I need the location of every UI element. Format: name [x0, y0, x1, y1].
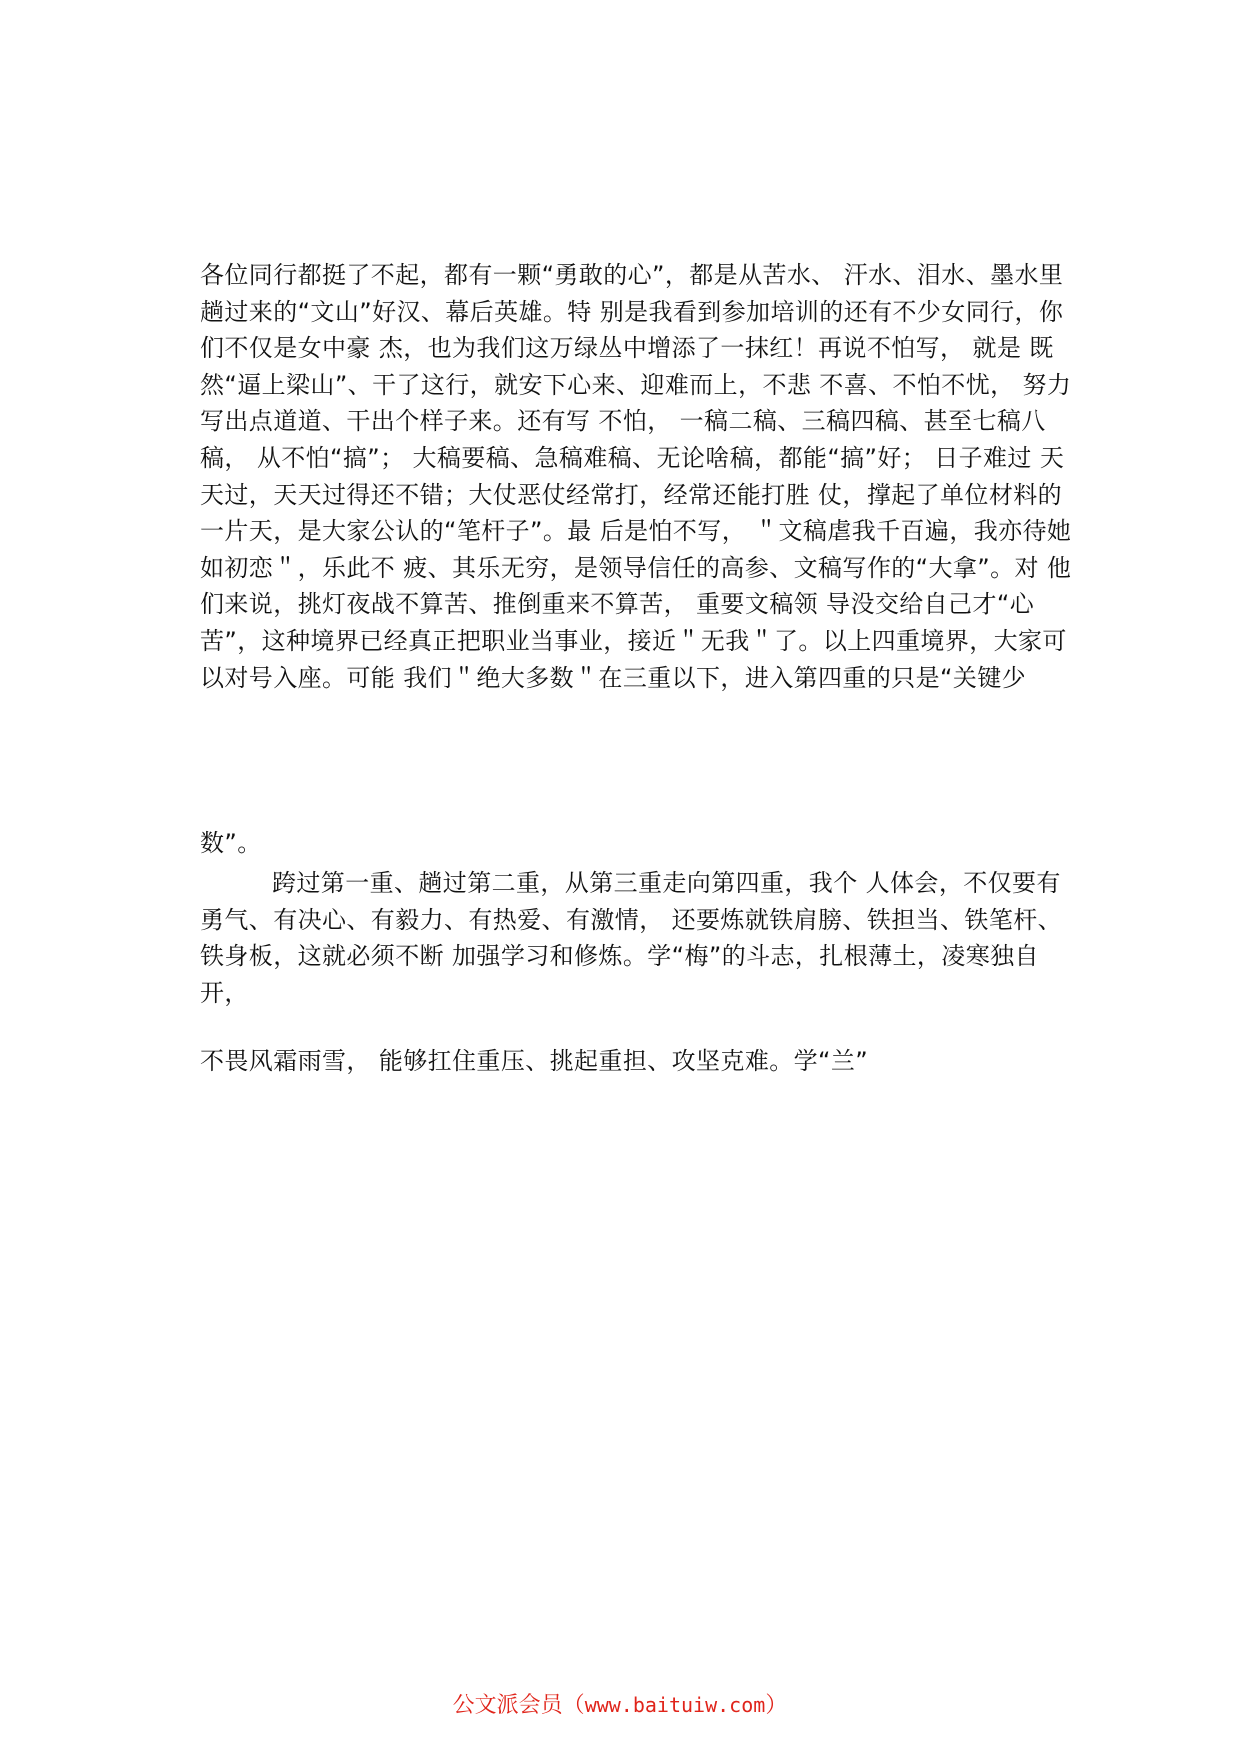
body-paragraph-1: 各位同行都挺了不起，都有一颗“勇敢的心”，都是从苦水、 汗水、泪水、墨水里趟过来的“文山”好汉、幕后英雄。特 别是我看到参加培训的还有不少女同行，你们不仅是女中豪 杰，也为我们这万绿丛中增添了一抹红！再说不怕写， 就是 既然“逼上梁山”、干了这行，就安下心来、迎难而上，不悲 不喜、不怕不忧， 努力写出点道道、干出个样子来。还有写 不怕， 一稿二稿、三稿四稿、甚至七稿八稿， 从不怕“搞”； 大稿要稿、急稿难稿、无论啥稿，都能“搞”好； 日子难过 天天过，天天过得还不错；大仗恶仗经常打，经常还能打胜 仗，撑起了单位材料的一片天，是大家公认的“笔杆子”。最 后是怕不写， ＂文稿虐我千百遍，我亦待她如初恋＂，乐此不 疲、其乐无穷，是领导信任的高参、文稿写作的“大拿”。对 他们来说，挑灯夜战不算苦、推倒重来不算苦， 重要文稿领 导没交给自己才“心苦”，这种境界已经真正把职业当事业，接近＂无我＂了。以上四重境界，大家可以对号入座。可能 我们＂绝大多数＂在三重以下，进入第四重的只是“关键少 — [200, 261, 1072, 692]
body-paragraph-2: 数”。 — [200, 829, 262, 857]
footer-close: ） — [765, 1693, 788, 1718]
footer-site: www.baituiw.com — [584, 1693, 766, 1717]
footer-watermark — [0, 1691, 1240, 1720]
body-paragraph-3: 跨过第一重、趟过第二重，从第三重走向第四重，我个 人体会，不仅要有勇气、有决心、有毅力、有热爱、有激情， 还要炼就铁肩膀、铁担当、铁笔杆、铁身板，这就必须不断 加强学习和修炼。学“梅”的斗志，扎根薄土，凌寒独自开， — [200, 869, 1063, 1007]
body-paragraph-4: 不畏风霜雨雪， 能够扛住重压、挑起重担、攻坚克难。学“兰” — [200, 1047, 869, 1075]
footer-label: 公文派会员（ — [452, 1693, 585, 1718]
